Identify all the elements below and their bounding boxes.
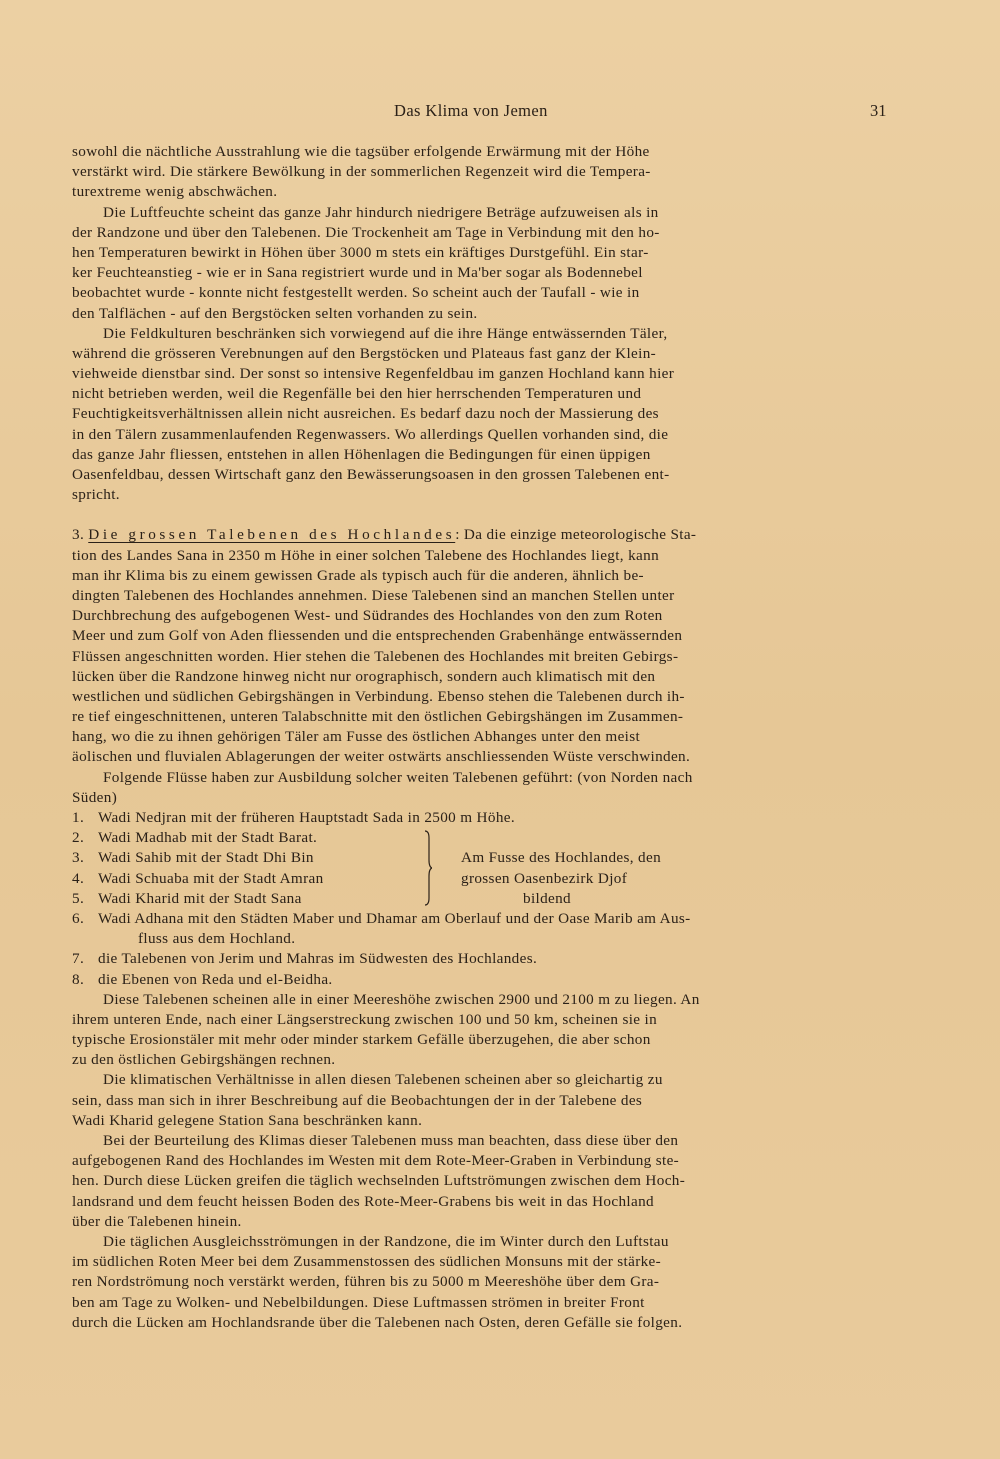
list-item (72, 909, 922, 929)
text-line: sein, dass man sich in ihrer Beschreibung auf die Beobachtungen der in der Talebene des (72, 1091, 643, 1109)
text-line: das ganze Jahr fliessen, entstehen in allen Höhenlagen die Bedingungen für einen üppigen (72, 445, 651, 463)
text-line: beobachtet wurde - konnte nicht festgestellt werden. So scheint auch der Taufall - wie in (72, 284, 640, 302)
list-continuation: fluss aus dem Hochland. (138, 930, 296, 948)
list-text: Wadi Adhana mit den Städten Maber und Dhamar am Oberlauf und der Oase Marib am Aus- (98, 909, 691, 927)
body-text (72, 142, 922, 1333)
list-number: 7. (72, 950, 85, 968)
curly-brace (424, 830, 432, 906)
text-line: westlichen und südlichen Gebirgshängen in Verbindung. Ebenso stehen die Talebenen durch ih- (72, 687, 685, 705)
text-line: hen Temperaturen bewirkt in Höhen über 3000 m stets ein kräftiges Durstgefühl. Ein star- (72, 243, 649, 261)
text-line: Flüssen angeschnitten worden. Hier stehen die Talebenen des Hochlandes mit breiten Gebirgs- (72, 647, 679, 665)
text-line: äolischen und fluvialen Ablagerungen der weiter ostwärts anschliessenden Wüste verschwinden. (72, 748, 691, 766)
text-line: Süden) (72, 788, 118, 806)
list-item (72, 808, 922, 828)
text-line: während die grösseren Verebnungen auf den Bergstöcken und Plateaus fast ganz der Klein- (72, 344, 657, 362)
text-line: lücken über die Randzone hinweg nicht nur orographisch, sondern auch klimatisch mit den (72, 667, 656, 685)
list-item (72, 889, 302, 909)
paragraph (72, 203, 922, 324)
grouped-rivers (72, 828, 922, 909)
list-text: Wadi Nedjran mit der früheren Hauptstadt Sada in 2500 m Höhe. (98, 809, 516, 826)
list-number: 4. (72, 869, 85, 887)
paragraph (72, 324, 922, 506)
section-heading: Die grossen Talebenen des Hochlandes (88, 526, 456, 544)
river-list (72, 808, 922, 990)
text-line: Die klimatischen Verhältnisse in allen diesen Talebenen scheinen aber so gleichartig zu (103, 1071, 663, 1089)
brace-note-line: Am Fusse des Hochlandes, den (461, 849, 662, 867)
text-line: ihrem unteren Ende, nach einer Längserstreckung zwischen 100 und 50 km, scheinen sie in (72, 1010, 658, 1028)
page-number: 31 (870, 101, 887, 120)
list-item (72, 869, 324, 889)
list-text: Wadi Madhab mit der Stadt Barat. (98, 829, 318, 847)
list-number: 1. (72, 809, 85, 826)
text-line: nicht betrieben werden, weil die Regenfälle bei den hier herrschenden Temperaturen und (72, 385, 642, 403)
text-line: man ihr Klima bis zu einem gewissen Grade als typisch auch für die anderen, ähnlich be- (72, 566, 644, 584)
text-line: ker Feuchteanstieg - wie er in Sana registriert wurde und in Ma'ber sogar als Bodennebel (72, 264, 643, 282)
text-line: turextreme wenig abschwächen. (72, 183, 278, 201)
section-gap (72, 505, 922, 525)
paragraph (72, 1232, 922, 1333)
text-line: Die Feldkulturen beschränken sich vorwiegend auf die ihre Hänge entwässernden Täler, (103, 324, 668, 342)
text-line: viehweide dienstbar sind. Der sonst so intensive Regenfeldbau im ganzen Hochland kann hier (72, 365, 675, 383)
list-text: Wadi Schuaba mit der Stadt Amran (98, 869, 324, 887)
text-line: spricht. (72, 486, 120, 504)
list-text: die Ebenen von Reda und el-Beidha. (98, 970, 333, 988)
text-line: dingten Talebenen des Hochlandes annehmen. Diese Talebenen sind an manchen Stellen unter (72, 586, 675, 604)
text-line: den Talflächen - auf den Bergstöcken selten vorhanden zu sein. (72, 304, 478, 322)
text-line: ben am Tage zu Wolken- und Nebelbildungen. Diese Luftmassen strömen in breiter Front (72, 1293, 645, 1311)
text-line: sowohl die nächtliche Ausstrahlung wie die tagsüber erfolgende Erwärmung mit der Höhe (72, 143, 650, 160)
text-line: hen. Durch diese Lücken greifen die täglich wechselnden Luftströmungen zwischen dem Hoch- (72, 1172, 686, 1190)
text-line: verstärkt wird. Die stärkere Bewölkung in der sommerlichen Regenzeit wird die Tempera- (72, 163, 651, 181)
paragraph (72, 990, 922, 1071)
text-line: Die täglichen Ausgleichsströmungen in der Randzone, die im Winter durch den Luftstau (103, 1232, 669, 1250)
text-line: ren Nordströmung noch verstärkt werden, führen bis zu 5000 m Meereshöhe über dem Gra- (72, 1273, 660, 1291)
text-line: aufgebogenen Rand des Hochlandes im Westen mit dem Rote-Meer-Graben in Verbindung ste- (72, 1152, 680, 1170)
section-heading-rest: : Da die einzige meteorologische Sta- (455, 526, 697, 544)
list-item (72, 828, 317, 848)
page-header (0, 101, 1000, 123)
text-line: in den Tälern zusammenlaufenden Regenwassers. Wo allerdings Quellen vorhanden sind, die (72, 425, 669, 443)
list-number: 2. (72, 829, 85, 847)
list-number: 6. (72, 909, 85, 927)
text-line: Diese Talebenen scheinen alle in einer Meereshöhe zwischen 2900 und 2100 m zu liegen. An (103, 990, 700, 1008)
paragraph (72, 142, 922, 203)
text-line: im südlichen Roten Meer bei dem Zusammenstossen des südlichen Monsuns mit der stärke- (72, 1253, 662, 1271)
text-line: re tief eingeschnittenen, unteren Talabschnitte mit den östlichen Gebirgshängen im Zusammen- (72, 708, 684, 726)
text-line: Durchbrechung des aufgebogenen West- und Südrandes des Hochlandes von den zum Roten (72, 607, 663, 625)
section-3 (72, 525, 922, 767)
list-item (72, 848, 314, 868)
list-number: 8. (72, 970, 85, 988)
text-line: tion des Landes Sana in 2350 m Höhe in einer solchen Talebene des Hochlandes liegt, kann (72, 546, 660, 564)
list-text: Wadi Kharid mit der Stadt Sana (98, 889, 302, 907)
text-line: landsrand und dem feucht heissen Boden des Rote-Meer-Grabens bis weit in das Hochland (72, 1192, 654, 1210)
paragraph (72, 768, 922, 808)
section-number: 3. (72, 526, 85, 544)
text-line: durch die Lücken am Hochlandsrande über die Talebenen nach Osten, deren Gefälle sie folgen. (72, 1313, 683, 1331)
text-line: Bei der Beurteilung des Klimas dieser Talebenen muss man beachten, dass diese über den (103, 1132, 679, 1150)
text-line: der Randzone und über den Talebenen. Die Trockenheit am Tage in Verbindung mit den ho- (72, 223, 660, 241)
text-line: Oasenfeldbau, dessen Wirtschaft ganz den Bewässerungsoasen in den grossen Talebenen ent- (72, 466, 670, 483)
section-heading-line (72, 525, 922, 545)
paragraph (72, 1070, 922, 1131)
text-line: über die Talebenen hinein. (72, 1212, 242, 1230)
list-number: 5. (72, 889, 85, 907)
text-line: Wadi Kharid gelegene Station Sana beschränken kann. (72, 1111, 423, 1129)
text-line: Feuchtigkeitsverhältnissen allein nicht ausreichen. Es bedarf dazu noch der Massierung des (72, 405, 659, 423)
text-line: Meer und zum Golf von Aden fliessenden und die entsprechenden Grabenhänge entwässernden (72, 627, 683, 645)
list-item (72, 970, 922, 990)
paragraph (72, 1131, 922, 1232)
brace-note-line: grossen Oasenbezirk Djof (461, 869, 628, 887)
text-line: typische Erosionstäler mit mehr oder minder starkem Gefälle überzugehen, die aber schon (72, 1031, 651, 1049)
list-text: die Talebenen von Jerim und Mahras im Südwesten des Hochlandes. (98, 950, 538, 968)
list-item (72, 949, 922, 969)
text-line: hang, wo die zu ihnen gehörigen Täler am Fusse des östlichen Abhanges unter den meist (72, 728, 641, 746)
running-title: Das Klima von Jemen (394, 101, 548, 120)
list-number: 3. (72, 849, 85, 867)
text-line: Folgende Flüsse haben zur Ausbildung solcher weiten Talebenen geführt: (von Norden nach (103, 768, 693, 786)
brace-note-line: bildend (523, 889, 572, 907)
text-line: Die Luftfeuchte scheint das ganze Jahr hindurch niedrigere Beträge aufzuweisen als in (103, 203, 659, 221)
list-text: Wadi Sahib mit der Stadt Dhi Bin (98, 849, 314, 867)
text-line: zu den östlichen Gebirgshängen rechnen. (72, 1051, 336, 1069)
